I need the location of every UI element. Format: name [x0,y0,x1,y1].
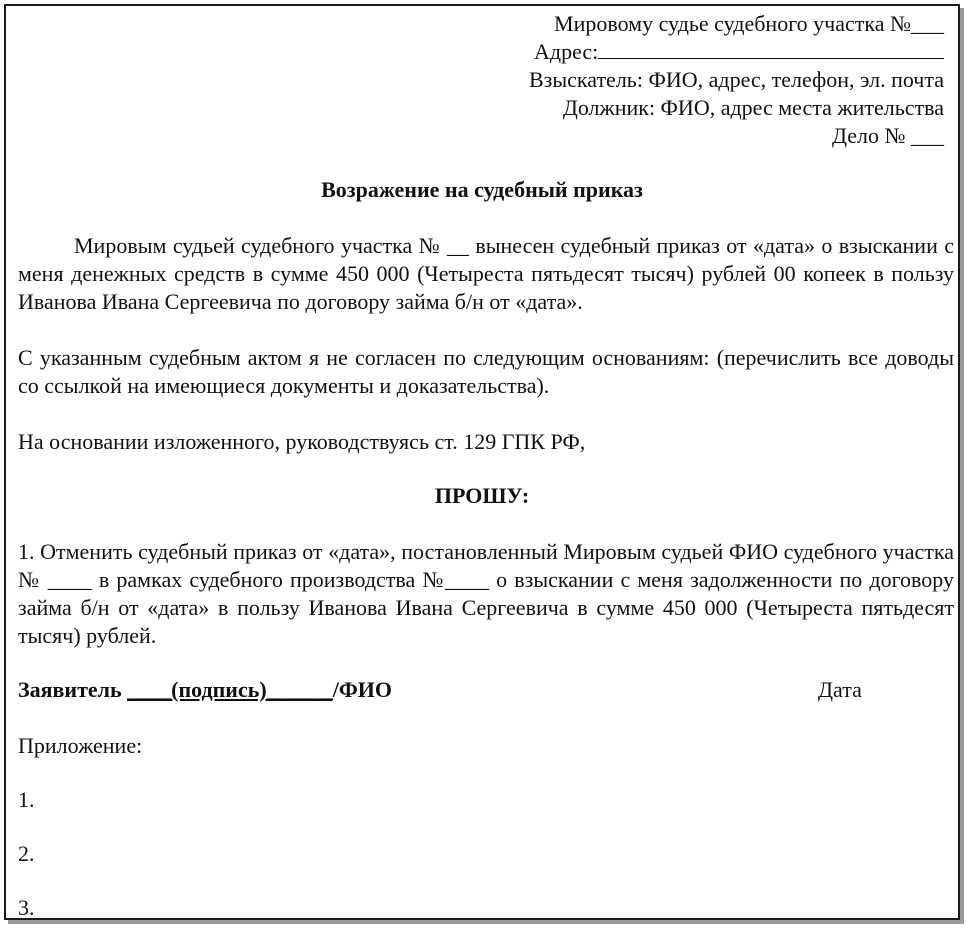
address-blank-line [598,58,944,59]
header-address [534,38,944,66]
request-item-1: 1. Отменить судебный приказ от «дата», постановленный Мировым судьей ФИО судебного участка № ____ в рамках судебного производства №____ о взыскании с меня задолженности по договору займа б/н от «дата» в пользу Иванова Ивана Сергеевича в сумме 450 000 (Четыреста пятьдесят тысяч) рублей. [18,539,954,648]
header-debtor: Должник: ФИО, адрес места жительства [562,95,944,120]
paragraph-3: На основании изложенного, руководствуясь ст. 129 ГПК РФ, [18,429,586,454]
attachment-item: 1. [18,787,35,812]
page-shadow-right [960,8,964,924]
document-title: Возражение на судебный приказ [321,177,643,202]
attachment-item: 3. [18,895,35,920]
request-heading: ПРОШУ: [434,483,530,508]
attachment-item: 2. [18,841,35,866]
header-case-number: Дело № ___ [831,123,944,148]
paragraph-2: С указанным судебным актом я не согласен по следующим основаниям: (перечислить все доводы со ссылкой на имеющиеся документы и доказательства). [18,345,954,398]
header-address-label: Адрес: [534,39,599,64]
applicant-label: Заявитель [18,677,122,702]
attachments-label: Приложение: [18,733,143,758]
page-shadow-bottom [8,920,964,924]
header-to-judge: Мировому судье судебного участка №___ [554,11,944,36]
paragraph-1: Мировым судьей судебного участка № __ вынесен судебный приказ от «дата» о взыскании с меня денежных средств в сумме 450 000 (Четыреста пятьдесят тысяч) рублей 00 копеек в пользу Иванова Ивана Сергеевича по договору займа б/н от «дата». [18,233,954,314]
signature-placeholder: ____(подпись)______ [127,677,333,702]
document-page [4,4,960,920]
signature-line [18,676,392,704]
fio-label: /ФИО [332,677,392,702]
header-claimant: Взыскатель: ФИО, адрес, телефон, эл. почта [528,67,944,92]
date-label: Дата [818,677,862,702]
